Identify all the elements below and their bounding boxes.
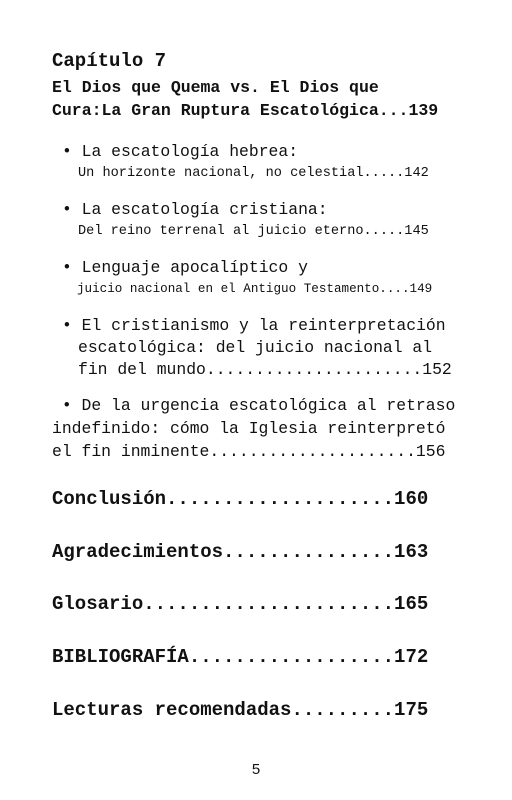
section-2-detail: Del reino terrenal al juicio eterno.....145 [78, 224, 429, 239]
section-5-heading: • De la urgencia escatológica al retraso [52, 396, 456, 415]
toc-entry-recommended-reading: Lecturas recomendadas.........175 [52, 699, 429, 721]
section-3-heading: • Lenguaje apocalíptico y [62, 258, 308, 277]
toc-entry-conclusion: Conclusión....................160 [52, 488, 429, 510]
section-1-heading: • La escatología hebrea: [62, 142, 299, 161]
toc-entry-glossary: Glosario......................165 [52, 593, 429, 615]
chapter-subtitle-line-1: El Dios que Quema vs. El Dios que [52, 78, 379, 97]
page-number: 5 [251, 761, 261, 778]
section-4-heading: • El cristianismo y la reinterpretación [62, 316, 446, 335]
section-5-detail-2: el fin inminente.....................156 [52, 442, 446, 461]
chapter-title: Capítulo 7 [52, 50, 167, 72]
toc-entry-acknowledgements: Agradecimientos...............163 [52, 541, 429, 563]
section-2-heading: • La escatología cristiana: [62, 200, 328, 219]
toc-entry-bibliography: BIBLIOGRAFÍA..................172 [52, 646, 429, 668]
section-4-detail-1: escatológica: del juicio nacional al [78, 338, 433, 357]
chapter-subtitle-line-2: Cura:La Gran Ruptura Escatológica...139 [52, 101, 439, 120]
section-5-detail-1: indefinido: cómo la Iglesia reinterpretó [52, 419, 446, 438]
section-4-detail-2: fin del mundo......................152 [78, 360, 452, 379]
section-3-detail: juicio nacional en el Antiguo Testamento....149 [77, 282, 433, 296]
section-1-detail: Un horizonte nacional, no celestial.....142 [78, 166, 429, 181]
